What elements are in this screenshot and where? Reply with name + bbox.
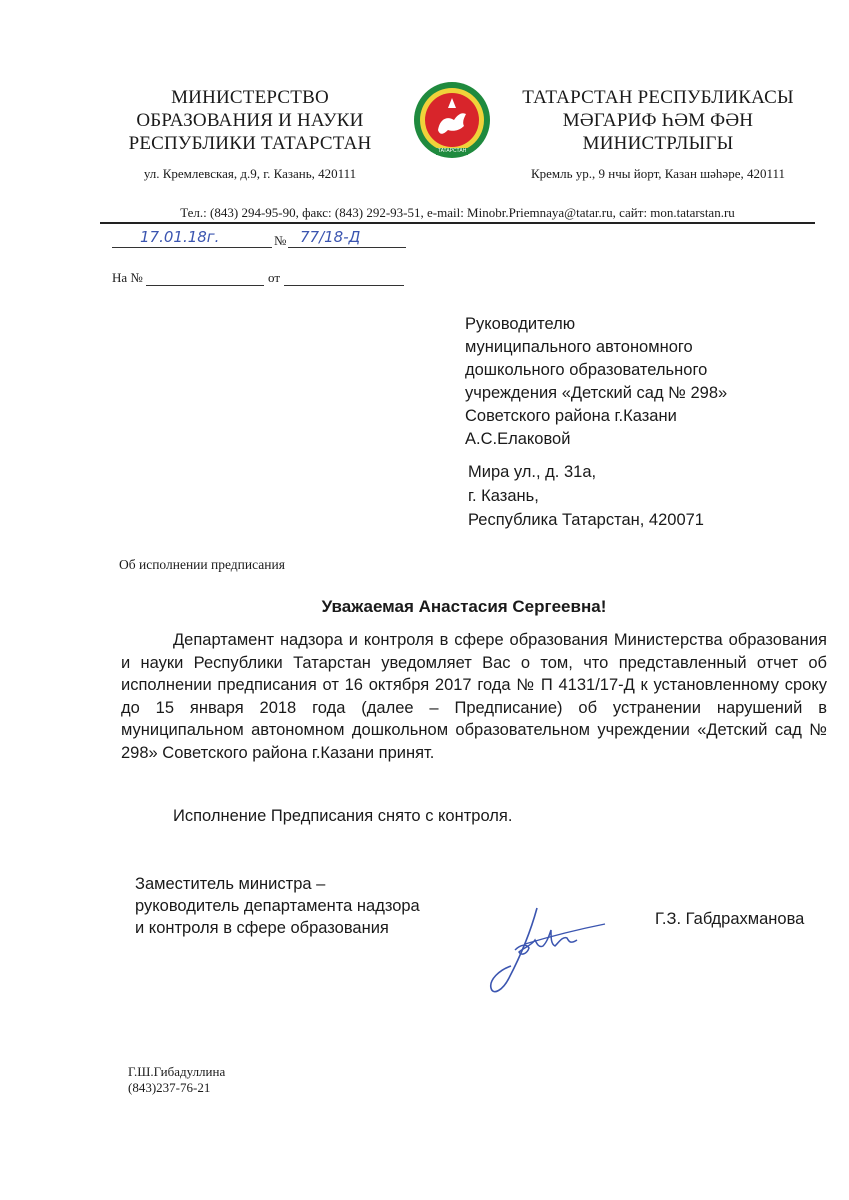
from-label: от bbox=[268, 270, 281, 285]
number-line bbox=[288, 246, 406, 248]
recipient-address bbox=[468, 460, 808, 532]
salutation: Уважаемая Анастасия Сергеевна! bbox=[321, 597, 607, 616]
recipient-block bbox=[465, 313, 805, 451]
header-right-line-1: ТАТАРСТАН РЕСПУБЛИКАСЫ bbox=[522, 87, 794, 108]
body-paragraph-2: Исполнение Предписания снято с контроля. bbox=[173, 807, 513, 825]
signatory-name: Г.З. Габдрахманова bbox=[655, 910, 805, 928]
emblem-label: ТАТАРСТАН bbox=[437, 148, 467, 154]
position-line-2: руководитель департамента надзора bbox=[135, 897, 420, 915]
contacts-line: Тел.: (843) 294-95-90, факс: (843) 292-93-51, e-mail: Minobr.Priemnaya@tatar.ru, сайт: mon.tatarstan.ru bbox=[180, 205, 735, 220]
header-left-line-2: ОБРАЗОВАНИЯ И НАУКИ bbox=[136, 110, 364, 131]
emblem bbox=[412, 78, 492, 166]
position-line-1: Заместитель министра – bbox=[135, 875, 326, 893]
number-label: № bbox=[274, 233, 287, 248]
recipient-line-5: Советского района г.Казани bbox=[465, 407, 677, 425]
date-line bbox=[112, 246, 272, 248]
header-left-address: ул. Кремлевская, д.9, г. Казань, 420111 bbox=[143, 166, 357, 181]
recipient-line-4: учреждения «Детский сад № 298» bbox=[465, 384, 728, 402]
header-right bbox=[503, 86, 813, 155]
address-line-2: г. Казань, bbox=[468, 487, 539, 505]
recipient-line-1: Руководителю bbox=[465, 315, 576, 333]
position-line-3: и контроля в сфере образования bbox=[135, 919, 389, 937]
header-right-address: Кремль ур., 9 нчы йорт, Казан шәһәре, 420111 bbox=[530, 166, 786, 181]
recipient-line-3: дошкольного образовательного bbox=[465, 361, 708, 379]
subject: Об исполнении предписания bbox=[119, 557, 285, 572]
handwritten-signature bbox=[485, 900, 615, 1000]
date-handwritten: 17.01.18г. bbox=[140, 228, 220, 246]
executor-phone: (843)237-76-21 bbox=[128, 1080, 211, 1095]
reply-to-label: На № bbox=[112, 270, 143, 285]
signature-icon bbox=[485, 900, 615, 1000]
number-handwritten: 77/18-Д bbox=[300, 228, 361, 246]
address-line-3: Республика Татарстан, 420071 bbox=[468, 511, 704, 529]
address-line-1: Мира ул., д. 31а, bbox=[468, 463, 597, 481]
header-left-line-3: РЕСПУБЛИКИ ТАТАРСТАН bbox=[128, 133, 372, 154]
header-divider bbox=[100, 222, 815, 224]
recipient-line-2: муниципального автономного bbox=[465, 338, 693, 356]
header-right-line-3: МИНИСТРЛЫГЫ bbox=[582, 133, 734, 154]
header-left bbox=[100, 86, 400, 155]
recipient-line-6: А.С.Елаковой bbox=[465, 430, 571, 448]
header-right-line-2: МӘГАРИФ ҺӘМ ФӘН bbox=[562, 110, 754, 131]
body-paragraph-1: Департамент надзора и контроля в сфере образования Министерства образования и науки Республики Татарстан уведомляет Вас о том, что представленный отчет об исполнении предписания от 16 октября 2017 года № П 4131/17-Д к установленному сроку до 15 января 2018 года (далее – Предписание) об устранении нарушений в муниципальном автономном дошкольном образовательном учреждении «Детский сад № 298» Советского района г.Казани принят. bbox=[121, 631, 827, 762]
signatory-position bbox=[135, 873, 475, 939]
from-line bbox=[284, 284, 404, 286]
reply-to-line bbox=[146, 284, 264, 286]
header-left-line-1: МИНИСТЕРСТВО bbox=[171, 87, 329, 108]
executor-name: Г.Ш.Гибадуллина bbox=[128, 1064, 226, 1079]
